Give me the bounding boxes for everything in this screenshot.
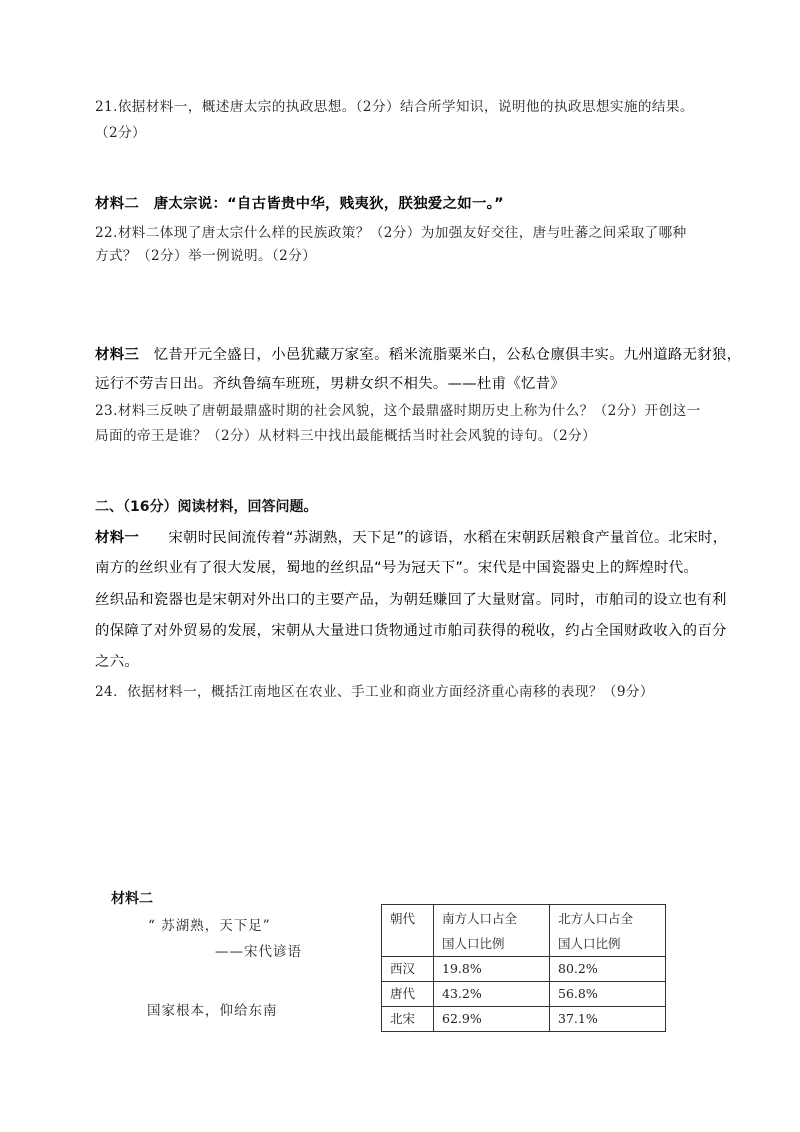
table-row — [382, 1007, 666, 1032]
q22-line2: 方式？（2分）举一例说明。（2分） — [95, 248, 317, 264]
cell-south: 62.9% — [434, 1007, 550, 1032]
q21-line1: 21.依据材料一，概述唐太宗的执政思想。（2分）结合所学知识，说明他的执政思想实施的结果。 — [95, 99, 694, 115]
cell-south: 43.2% — [434, 982, 550, 1007]
proverb-source: ——宋代谚语 — [215, 944, 302, 960]
material-3-text-1: 忆昔开元全盛日，小邑犹藏万家室。稻米流脂粟米白，公私仓廪俱丰实。九州道路无豺狼， — [153, 347, 742, 363]
cell-north: 56.8% — [550, 982, 666, 1007]
material-2-text: 唐太宗说：“自古皆贵中华，贱夷狄，朕独爱之如一。” — [153, 196, 504, 212]
cell-north: 37.1% — [550, 1007, 666, 1032]
proverb-su-hu: “ 苏湖熟，天下足” — [148, 918, 271, 934]
s2-material-2-label: 材料二 — [111, 891, 153, 907]
proverb-dongnan: 国家根本，仰给东南 — [147, 1003, 278, 1019]
s2-material-1-line1 — [95, 526, 727, 547]
table-row — [382, 957, 666, 982]
cell-south: 19.8% — [434, 957, 550, 982]
material-3-line2: 远行不劳吉日出。齐纨鲁缟车班班，男耕女织不相失。——杜甫《忆昔》 — [95, 376, 566, 392]
material-2-label: 材料二 — [95, 196, 140, 212]
s2-material-1-line2: 南方的丝织业有了很大发展，蜀地的丝织品“号为冠天下”。宋代是中国瓷器史上的辉煌时代。 — [95, 560, 699, 576]
q24-line1: 24．依据材料一，概括江南地区在农业、手工业和商业方面经济重心南移的表现？（9分） — [95, 684, 654, 700]
table-row — [382, 982, 666, 1007]
material-3-label: 材料三 — [95, 347, 140, 363]
cell-dynasty: 唐代 — [382, 982, 434, 1007]
q22-line1: 22.材料二体现了唐太宗什么样的民族政策？（2分）为加强友好交往，唐与吐蕃之间采取了哪种 — [95, 225, 687, 241]
material-3-line1 — [95, 343, 741, 364]
q23-line2: 局面的帝王是谁？（2分）从材料三中找出最能概括当时社会风貌的诗句。（2分） — [95, 428, 597, 444]
header-north: 北方人口占全 国人口比例 — [550, 905, 666, 957]
header-south: 南方人口占全 国人口比例 — [434, 905, 550, 957]
s2-material-1-line4: 的保障了对外贸易的发展，宋朝从大量进口货物通过市舶司获得的税收，约占全国财政收入的百分 — [95, 623, 727, 639]
population-table — [381, 904, 666, 1032]
material-2 — [95, 192, 504, 213]
table-header-row — [382, 905, 666, 957]
s2-material-1-text-1: 宋朝时民间流传着“苏湖熟，天下足”的谚语，水稻在宋朝跃居粮食产量首位。北宋时， — [168, 530, 728, 546]
cell-dynasty: 西汉 — [382, 957, 434, 982]
s2-material-1-label: 材料一 — [95, 530, 140, 546]
q21-line2: （2分） — [95, 125, 147, 141]
section-2-heading: 二、（16分）阅读材料，回答问题。 — [95, 499, 318, 515]
s2-material-1-line5: 之六。 — [95, 654, 140, 670]
cell-north: 80.2% — [550, 957, 666, 982]
q23-line1: 23.材料三反映了唐朝最鼎盛时期的社会风貌，这个最鼎盛时期历史上称为什么？（2分）开创这一 — [95, 403, 701, 419]
cell-dynasty: 北宋 — [382, 1007, 434, 1032]
header-dynasty: 朝代 — [382, 905, 434, 957]
s2-material-1-line3: 丝织品和瓷器也是宋朝对外出口的主要产品，为朝廷赚回了大量财富。同时，市舶司的设立也有利 — [95, 592, 727, 608]
